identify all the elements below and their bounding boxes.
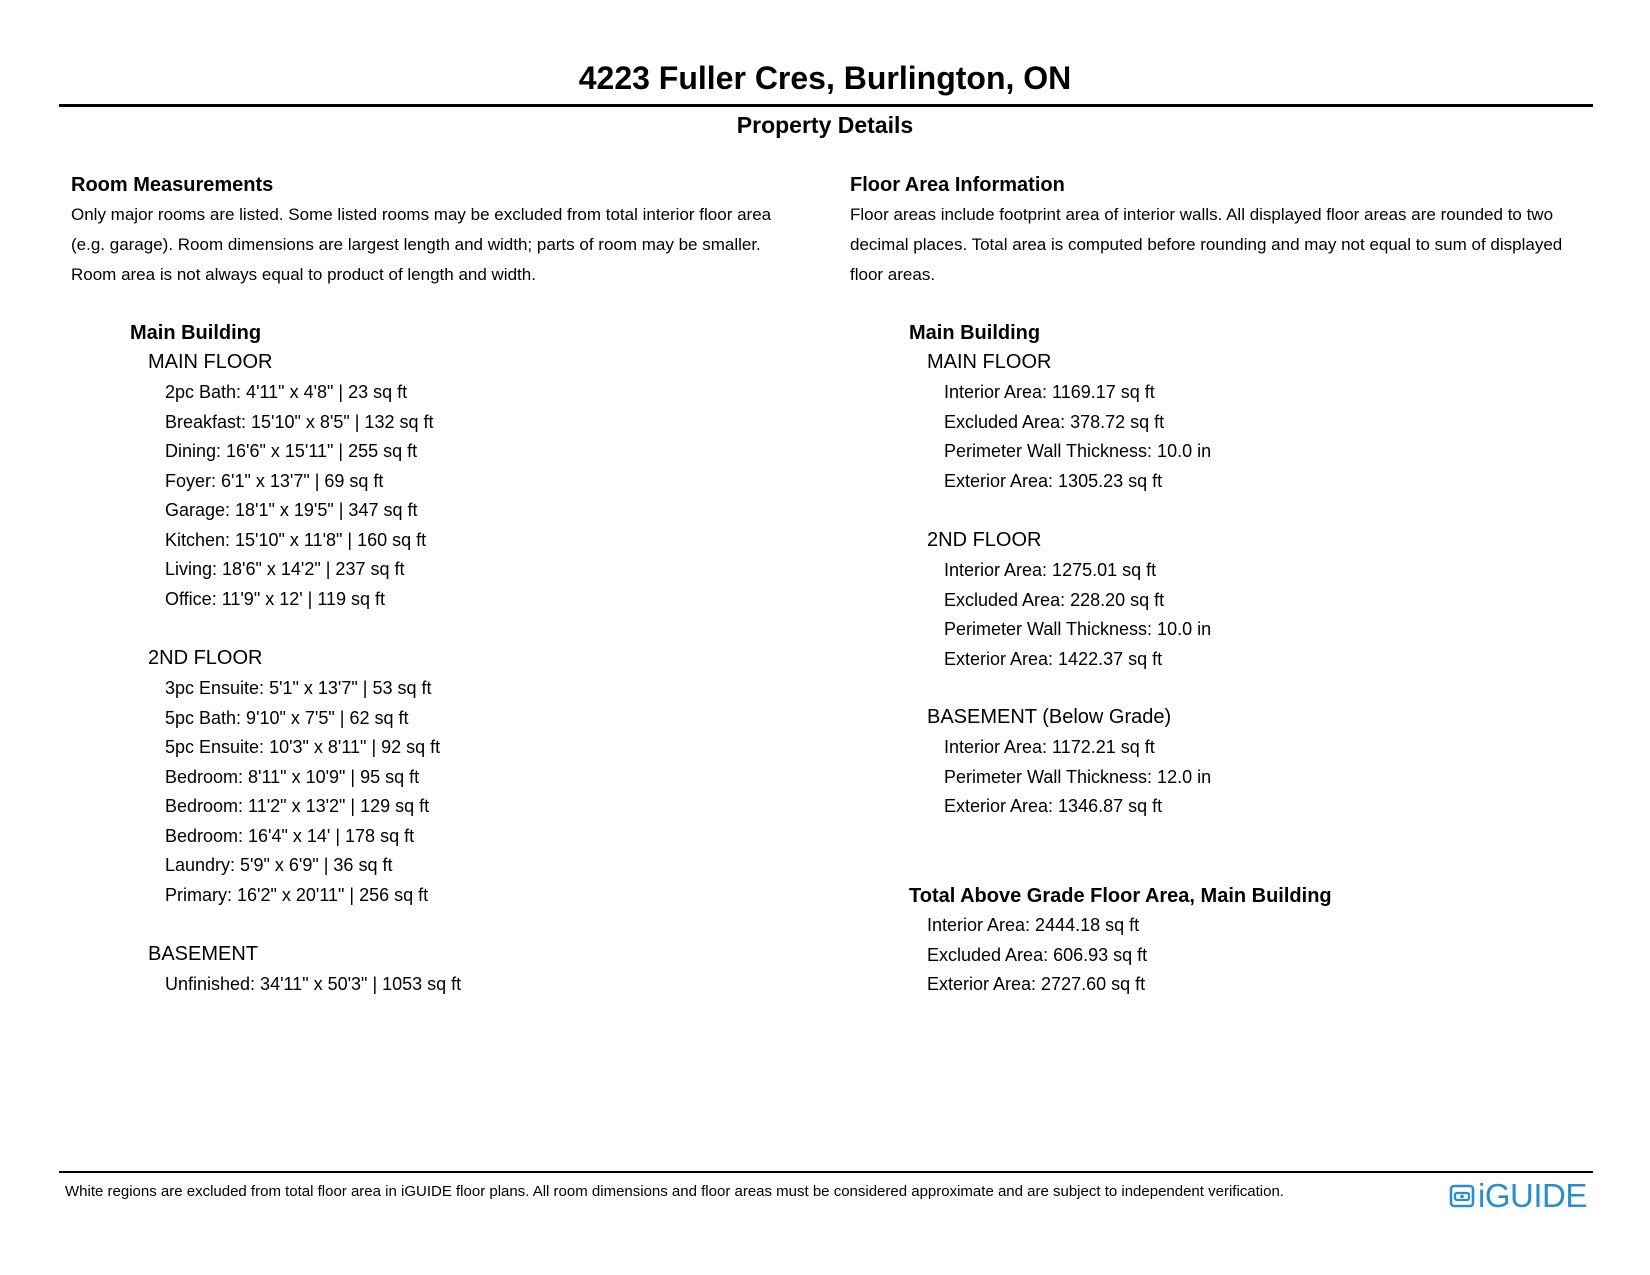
- total-area-list: [927, 911, 1147, 1000]
- room-entry: 3pc Ensuite: 5'1" x 13'7" | 53 sq ft: [165, 678, 432, 698]
- iguide-logo-icon: [1449, 1182, 1475, 1210]
- room-entry: Kitchen: 15'10" x 11'8" | 160 sq ft: [165, 529, 427, 550]
- description-line: floor areas.: [850, 265, 936, 284]
- room-entry: Bedroom: 16'4" x 14' | 178 sq ft: [165, 825, 415, 846]
- area-entry: Interior Area: 1172.21 sq ft: [944, 737, 1155, 757]
- area-floor-heading: BASEMENT (Below Grade): [927, 706, 1172, 728]
- total-area-entry: Exterior Area: 2727.60 sq ft: [927, 974, 1146, 994]
- area-entry: Interior Area: 1275.01 sq ft: [944, 560, 1157, 580]
- room-entry: Bedroom: 11'2" x 13'2" | 129 sq ft: [165, 796, 430, 816]
- room-entry: Laundry: 5'9" x 6'9" | 36 sq ft: [165, 855, 393, 875]
- floor-area-heading: Floor Area Information: [850, 174, 1065, 196]
- total-area-entry: Excluded Area: 606.93 sq ft: [927, 944, 1148, 965]
- room-floor-heading: MAIN FLOOR: [148, 351, 273, 373]
- page-subtitle: Property Details: [736, 112, 914, 138]
- room-measurements-heading: Room Measurements: [71, 174, 274, 196]
- area-entry: Exterior Area: 1422.37 sq ft: [944, 648, 1163, 669]
- footer-disclaimer: White regions are excluded from total floor area in iGUIDE floor plans. All room dimensions and floor areas must be considered approximate and are subject to independent verification.: [65, 1183, 1284, 1200]
- room-list-basement: [165, 970, 461, 1000]
- area-list-main-floor: [944, 378, 1211, 496]
- description-line: Room area is not always equal to product of length and width.: [71, 265, 536, 284]
- area-entry: Excluded Area: 378.72 sq ft: [944, 411, 1165, 432]
- room-entry: Living: 18'6" x 14'2" | 237 sq ft: [165, 559, 405, 579]
- iguide-logo-text: iGUIDE: [1478, 1177, 1587, 1214]
- area-list-basement: [944, 733, 1211, 822]
- footer-divider: [59, 1171, 1593, 1173]
- area-entry: Interior Area: 1169.17 sq ft: [944, 382, 1155, 402]
- area-entry: Perimeter Wall Thickness: 10.0 in: [944, 441, 1212, 461]
- room-entry: Garage: 18'1" x 19'5" | 347 sq ft: [165, 500, 418, 520]
- area-entry: Exterior Area: 1305.23 sq ft: [944, 470, 1163, 491]
- room-entry: 5pc Bath: 9'10" x 7'5" | 62 sq ft: [165, 707, 409, 728]
- room-entry: Dining: 16'6" x 15'11" | 255 sq ft: [165, 441, 418, 461]
- room-list-main-floor: [165, 378, 433, 614]
- area-list-2nd-floor: [944, 556, 1211, 674]
- area-floor-heading: 2ND FLOOR: [927, 529, 1042, 551]
- area-entry: Excluded Area: 228.20 sq ft: [944, 589, 1165, 610]
- area-floor-heading: MAIN FLOOR: [927, 351, 1052, 373]
- page-title: 4223 Fuller Cres, Burlington, ON: [578, 60, 1072, 96]
- room-entry: Unfinished: 34'11" x 50'3" | 1053 sq ft: [165, 974, 462, 994]
- total-area-heading: Total Above Grade Floor Area, Main Building: [909, 885, 1332, 907]
- room-entry: 5pc Ensuite: 10'3" x 8'11" | 92 sq ft: [165, 737, 441, 757]
- room-entry: 2pc Bath: 4'11" x 4'8" | 23 sq ft: [165, 382, 408, 402]
- room-list-2nd-floor: [165, 674, 440, 910]
- area-entry: Perimeter Wall Thickness: 12.0 in: [944, 766, 1212, 787]
- floor-area-description: [850, 200, 1610, 290]
- room-measurements-description: [71, 200, 831, 290]
- room-floor-heading: BASEMENT: [148, 943, 259, 965]
- description-line: decimal places. Total area is computed before rounding and may not equal to sum of displayed: [850, 235, 1563, 254]
- description-line: (e.g. garage). Room dimensions are largest length and width; parts of room may be smaller.: [71, 235, 761, 254]
- area-entry: Perimeter Wall Thickness: 10.0 in: [944, 619, 1212, 639]
- room-entry: Primary: 16'2" x 20'11" | 256 sq ft: [165, 884, 429, 905]
- iguide-logo: [1449, 1178, 1587, 1214]
- room-entry: Office: 11'9" x 12' | 119 sq ft: [165, 588, 386, 609]
- area-entry: Exterior Area: 1346.87 sq ft: [944, 796, 1163, 816]
- description-line: Floor areas include footprint area of interior walls. All displayed floor areas are rounded to two: [850, 205, 1554, 224]
- room-building-heading: Main Building: [130, 322, 262, 344]
- total-area-entry: Interior Area: 2444.18 sq ft: [927, 915, 1140, 935]
- description-line: Only major rooms are listed. Some listed rooms may be excluded from total interior floor area: [71, 205, 772, 224]
- room-floor-heading: 2ND FLOOR: [148, 647, 263, 669]
- room-entry: Breakfast: 15'10" x 8'5" | 132 sq ft: [165, 411, 434, 432]
- header-divider: [59, 104, 1593, 107]
- area-building-heading: Main Building: [909, 322, 1041, 344]
- room-entry: Bedroom: 8'11" x 10'9" | 95 sq ft: [165, 766, 420, 787]
- room-entry: Foyer: 6'1" x 13'7" | 69 sq ft: [165, 470, 384, 491]
